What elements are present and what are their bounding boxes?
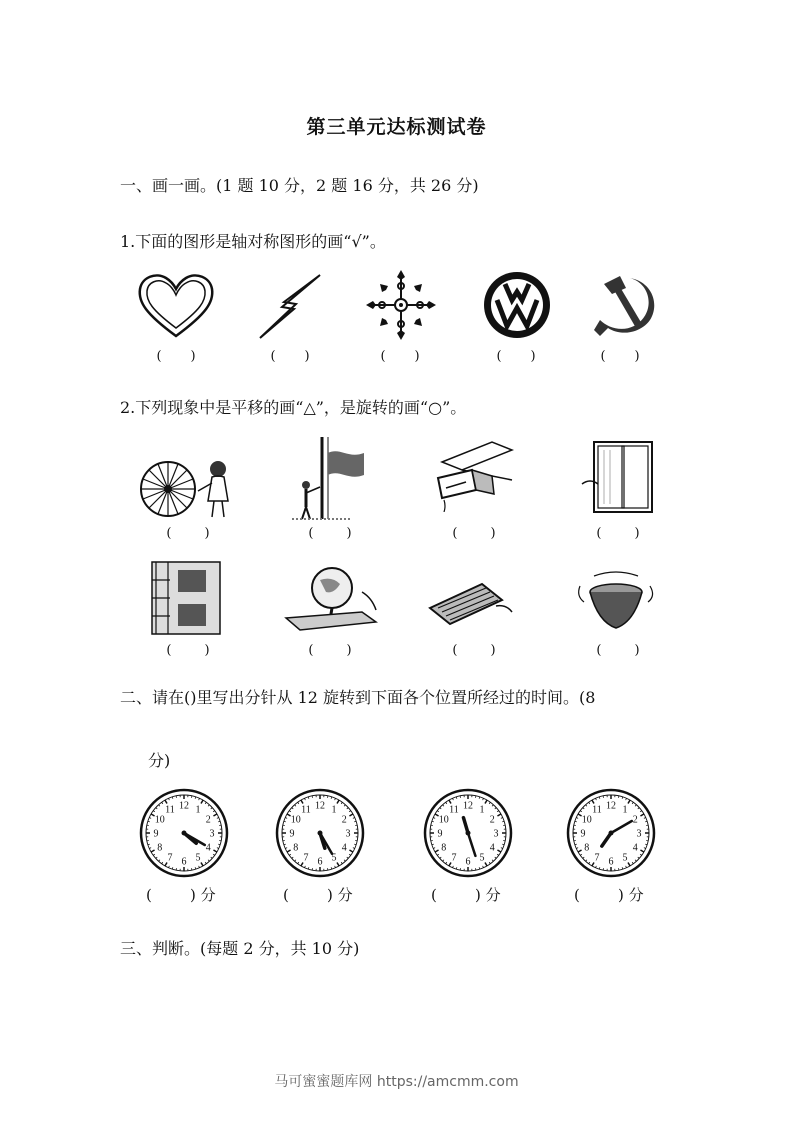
clock-answer-2[interactable]: ( ) 分 [283,886,353,904]
clock-number: 1 [195,804,201,816]
clock-number: 2 [341,814,347,826]
clock-number: 6 [181,856,187,868]
clock-number: 12 [315,800,325,812]
flag-raising-picture [292,437,368,521]
q2-blank-1[interactable]: ( ) [166,526,210,541]
q2-blank-5[interactable]: ( ) [166,643,210,658]
q1-prompt: 1.下面的图形是轴对称图形的画“√”。 [120,232,386,251]
clock-number: 7 [594,852,600,864]
lightning-icon [254,272,328,340]
clock-number: 9 [153,828,159,840]
clock-4 [566,788,656,878]
drawer-picture [432,440,516,512]
footer-watermark: 马可蜜蜜题库网 https://amcmm.com [274,1074,519,1090]
clock-number: 5 [195,852,201,864]
pinwheel-girl-picture [138,455,238,519]
clock-number: 12 [606,800,616,812]
clock-number: 7 [303,852,309,864]
page-title: 第三单元达标测试卷 [306,116,487,138]
elevator-picture [150,560,222,636]
sliding-window-picture [580,440,656,516]
clock-number: 6 [465,856,471,868]
q2-blank-8[interactable]: ( ) [596,643,640,658]
clock-number: 5 [622,852,628,864]
snowflake-ornament-icon [364,268,438,342]
clock-answer-3[interactable]: ( ) 分 [431,886,501,904]
clock-number: 3 [209,828,215,840]
minute-hand [468,833,475,856]
section2-heading-cont: 分) [148,751,171,770]
clock-number: 10 [581,814,592,826]
q2-prompt: 2.下列现象中是平移的画“△”，是旋转的画“○”。 [120,398,467,417]
q2-blank-6[interactable]: ( ) [308,643,352,658]
section2-heading: 二、请在()里写出分针从 12 旋转到下面各个位置所经过的时间。(8 [120,688,596,707]
clock-number: 8 [293,842,299,854]
heart-icon [136,272,216,340]
q2-blank-3[interactable]: ( ) [452,526,496,541]
clock-number: 12 [463,800,473,812]
clock-1 [139,788,229,878]
clock-number: 8 [584,842,590,854]
q1-blank-1[interactable]: ( ) [156,349,196,364]
hammer-sickle-icon [590,272,660,340]
q2-blank-4[interactable]: ( ) [596,526,640,541]
clock-number: 8 [441,842,447,854]
clock-3 [423,788,513,878]
clock-number: 3 [493,828,499,840]
q1-blank-3[interactable]: ( ) [380,349,420,364]
clock-number: 10 [438,814,449,826]
clock-2 [275,788,365,878]
clock-number: 10 [290,814,301,826]
clock-number: 3 [345,828,351,840]
clock-number: 5 [479,852,485,864]
clock-number: 2 [489,814,495,826]
clock-number: 6 [317,856,323,868]
abacus-picture [426,578,514,630]
clock-answer-1[interactable]: ( ) 分 [146,886,216,904]
section1-heading: 一、画一画。(1 题 10 分，2 题 16 分，共 26 分) [120,176,479,195]
q1-blank-2[interactable]: ( ) [270,349,310,364]
q2-blank-2[interactable]: ( ) [308,526,352,541]
clock-number: 1 [622,804,628,816]
clock-number: 11 [165,804,175,816]
q1-blank-5[interactable]: ( ) [600,349,640,364]
clock-number: 7 [167,852,173,864]
spinning-top-picture [574,566,658,634]
minute-hand [611,821,632,833]
clock-number: 7 [451,852,457,864]
clock-number: 10 [154,814,165,826]
q2-blank-7[interactable]: ( ) [452,643,496,658]
clock-number: 4 [205,842,211,854]
clock-number: 8 [157,842,163,854]
clock-number: 11 [449,804,459,816]
clock-answer-4[interactable]: ( ) 分 [574,886,644,904]
clock-number: 4 [341,842,347,854]
section3-heading: 三、判断。(每题 2 分，共 10 分) [120,939,360,958]
clock-number: 4 [632,842,638,854]
clock-number: 4 [489,842,495,854]
globe-picture [282,562,378,634]
clock-number: 6 [608,856,614,868]
clock-number: 9 [437,828,443,840]
clock-number: 9 [289,828,295,840]
clock-number: 11 [301,804,311,816]
clock-number: 11 [592,804,602,816]
clock-number: 2 [632,814,638,826]
clock-number: 9 [580,828,586,840]
vw-logo-icon [482,270,552,340]
clock-number: 12 [179,800,189,812]
clock-number: 2 [205,814,211,826]
clock-number: 3 [636,828,642,840]
q1-blank-4[interactable]: ( ) [496,349,536,364]
clock-number: 1 [331,804,337,816]
clock-number: 5 [331,852,337,864]
clock-number: 1 [479,804,485,816]
